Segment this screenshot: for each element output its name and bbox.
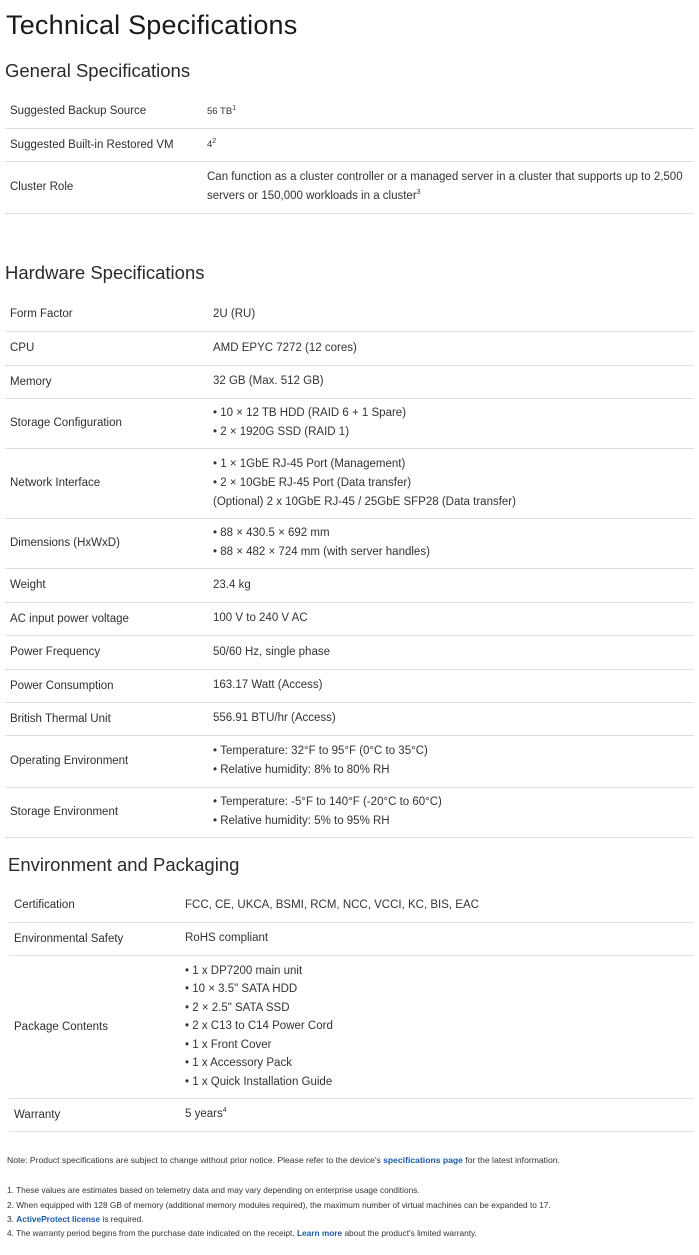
list-item: • Temperature: -5°F to 140°F (-20°C to 60°C) — [213, 793, 694, 812]
row-label: Power Consumption — [5, 669, 213, 702]
row-value — [213, 398, 694, 448]
row-label: Dimensions (HxWxD) — [5, 518, 213, 568]
table-row — [5, 602, 694, 635]
row-label: Cluster Role — [5, 161, 207, 213]
list-item: • Relative humidity: 5% to 95% RH — [213, 812, 694, 831]
row-value: AMD EPYC 7272 (12 cores) — [213, 331, 694, 365]
list-item: • 1 × 1GbE RJ-45 Port (Management) — [213, 455, 694, 474]
table-row — [5, 365, 694, 398]
table-row — [9, 922, 694, 955]
row-label: Operating Environment — [5, 735, 213, 787]
table-row — [5, 735, 694, 787]
activeprotect-license-link[interactable]: ActiveProtect license — [16, 1214, 101, 1224]
row-label: Network Interface — [5, 448, 213, 518]
table-row — [5, 331, 694, 365]
table-row — [5, 568, 694, 602]
row-label: Memory — [5, 365, 213, 398]
row-label: Storage Configuration — [5, 398, 213, 448]
row-value: 100 V to 240 V AC — [213, 602, 694, 635]
table-row — [5, 448, 694, 518]
list-item: • Temperature: 32°F to 95°F (0°C to 35°C) — [213, 742, 694, 761]
list-item: • 2 × 2.5" SATA SSD — [185, 999, 694, 1017]
general-specifications-table — [5, 95, 694, 214]
row-label: Warranty — [9, 1098, 185, 1131]
row-label: Suggested Built-in Restored VM — [5, 128, 207, 161]
row-value: 556.91 BTU/hr (Access) — [213, 702, 694, 735]
table-row — [5, 669, 694, 702]
specifications-note: Note: Product specifications are subject to change without prior notice. Please refer to the device's specifications page for the latest information. — [7, 1155, 560, 1165]
list-item: • 1 x Front Cover — [185, 1036, 694, 1054]
environment-packaging-table — [9, 889, 694, 1132]
table-row — [9, 1098, 694, 1131]
learn-more-link[interactable]: Learn more — [296, 1228, 343, 1238]
row-value: 32 GB (Max. 512 GB) — [213, 365, 694, 398]
row-label: Package Contents — [9, 955, 185, 1098]
row-value: 2U (RU) — [213, 298, 694, 331]
list-item: • 10 × 3.5" SATA HDD — [185, 980, 694, 998]
table-row — [5, 635, 694, 669]
list-item: • 88 × 430.5 × 692 mm — [213, 524, 694, 543]
row-label: Weight — [5, 568, 213, 602]
row-value — [185, 955, 694, 1098]
list-item: • 88 × 482 × 724 mm (with server handles) — [213, 543, 694, 562]
row-value — [213, 735, 694, 787]
row-value: 56 $TB^1$ — [207, 95, 694, 128]
row-value: 5 years$^4$ — [185, 1098, 694, 1131]
row-value: Can function as a cluster controller or a managed server in a cluster that supports up to 2,500 servers or 150,000 workloads in a cluster$^3$ — [207, 161, 694, 213]
specifications-page-link[interactable]: specifications page — [383, 1155, 463, 1165]
list-item: • 2 × 1920G SSD (RAID 1) — [213, 423, 694, 442]
row-label: Environmental Safety — [9, 922, 185, 955]
list-item: • 1 x Accessory Pack — [185, 1054, 694, 1072]
footnote-3: 3. ActiveProtect license is required. — [7, 1214, 144, 1224]
row-label: British Thermal Unit — [5, 702, 213, 735]
table-row — [5, 95, 694, 128]
row-value: 50/60 Hz, single phase — [213, 635, 694, 669]
footnote-4: 4. The warranty period begins from the purchase date indicated on the receipt. Learn more about the product's limited warranty. — [7, 1228, 477, 1238]
environment-packaging-heading: Environment and Packaging — [8, 854, 240, 875]
footnote-1: 1. These values are estimates based on telemetry data and may vary depending on enterprise usage conditions. — [7, 1185, 420, 1195]
list-item: • Relative humidity: 8% to 80% RH — [213, 761, 694, 780]
list-item: • 1 x DP7200 main unit — [185, 962, 694, 980]
row-value: $4^2$ — [207, 128, 694, 161]
row-label: Form Factor — [5, 298, 213, 331]
table-row — [5, 787, 694, 837]
footnote-2: 2. When equipped with 128 GB of memory (additional memory modules required), the maximum number of virtual machines can be expanded to 17. — [7, 1200, 551, 1210]
page-title: Technical Specifications — [6, 10, 298, 40]
row-label: Power Frequency — [5, 635, 213, 669]
table-row — [5, 161, 694, 213]
optional-network-text: (Optional) 2 x 10GbE RJ-45 / 25GbE SFP28 (Data transfer) — [213, 495, 516, 508]
list-item: • 1 x Quick Installation Guide — [185, 1073, 694, 1091]
row-value — [213, 448, 694, 518]
row-value: RoHS compliant — [185, 922, 694, 955]
row-value — [213, 787, 694, 837]
row-value: 163.17 Watt (Access) — [213, 669, 694, 702]
table-row — [9, 955, 694, 1098]
hardware-specifications-heading: Hardware Specifications — [5, 262, 205, 283]
row-value: 23.4 kg — [213, 568, 694, 602]
table-row — [5, 702, 694, 735]
row-label: CPU — [5, 331, 213, 365]
table-row — [5, 398, 694, 448]
hardware-specifications-table — [5, 298, 694, 838]
general-specifications-heading: General Specifications — [5, 60, 191, 81]
row-label: AC input power voltage — [5, 602, 213, 635]
list-item: • 10 × 12 TB HDD (RAID 6 + 1 Spare) — [213, 404, 694, 423]
table-row — [9, 889, 694, 922]
row-label: Storage Environment — [5, 787, 213, 837]
table-row — [5, 128, 694, 161]
row-value — [213, 518, 694, 568]
table-row — [5, 518, 694, 568]
list-item: • 2 x C13 to C14 Power Cord — [185, 1017, 694, 1035]
row-value: FCC, CE, UKCA, BSMI, RCM, NCC, VCCI, KC, BIS, EAC — [185, 889, 694, 922]
table-row — [5, 298, 694, 331]
list-item: • 2 × 10GbE RJ-45 Port (Data transfer) — [213, 474, 694, 493]
row-label: Suggested Backup Source — [5, 95, 207, 128]
row-label: Certification — [9, 889, 185, 922]
